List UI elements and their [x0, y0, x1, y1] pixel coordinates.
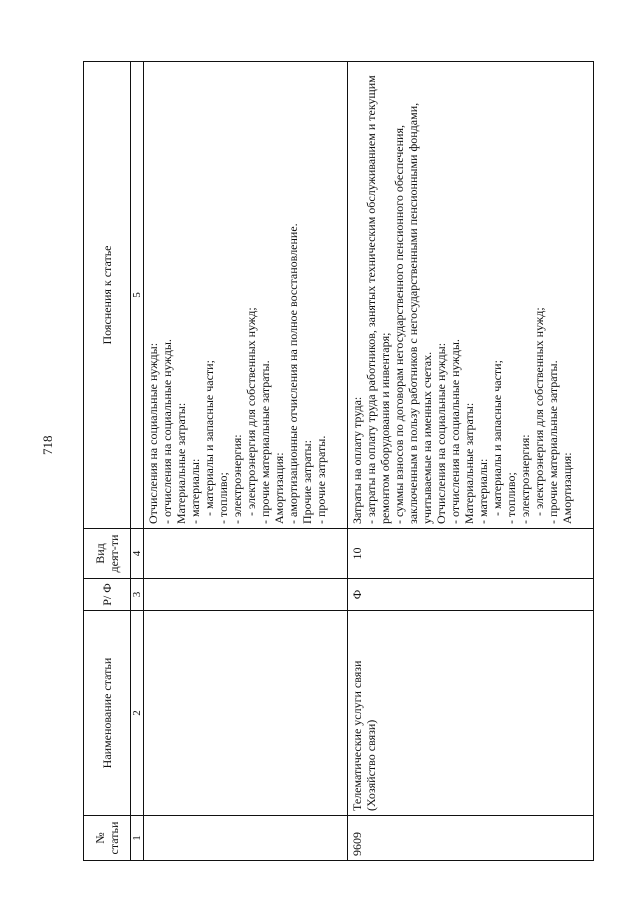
- row-rf: [144, 579, 348, 611]
- explanation-line: - материалы:: [188, 458, 202, 524]
- column-number: 1: [131, 816, 144, 861]
- explanation-line: Амортизация:: [272, 452, 286, 524]
- explanation-line: - затраты на оплату труда работников, занятых техническим обслуживанием и текущим ремонтом оборудования и инвентаря;: [364, 75, 392, 524]
- row-name: [144, 611, 348, 816]
- explanation-line: - отчисления на социальные нужды.: [448, 339, 462, 524]
- explanation-line: - суммы взносов по договорам негосударственного пенсионного обеспечения, заключенным в пользу работников с негосударственными пенсионными фондами, учитываемые на именных счетах.: [392, 102, 434, 524]
- header-row: [84, 62, 131, 861]
- explanation-line: - электроэнергия для собственных нужд;: [532, 307, 546, 516]
- explanation-line: - прочие затраты.: [314, 435, 328, 524]
- explanation-line: - электроэнергия для собственных нужд;: [244, 307, 258, 516]
- explanation-line: - топливо;: [216, 472, 230, 524]
- explanation-line: Отчисления на социальные нужды:: [434, 342, 448, 524]
- page-number: 718: [40, 435, 55, 455]
- row-name: Телематические услуги связи (Хозяйство связи): [348, 611, 594, 816]
- row-number: [144, 816, 348, 861]
- explanation-line: - амортизационные отчисления на полное восстановление.: [286, 223, 300, 524]
- column-number: 5: [131, 62, 144, 529]
- header-rf: Р/ Ф: [84, 579, 131, 611]
- row-explanation: [348, 62, 594, 529]
- explanation-line: - электроэнергия:: [230, 434, 244, 524]
- explanation-line: - отчисления на социальные нужды.: [160, 339, 174, 524]
- explanation-line: - материалы и запасные части;: [202, 360, 216, 516]
- explanation-line: Материальные затраты:: [462, 402, 476, 524]
- column-number: 2: [131, 611, 144, 816]
- header-type: Вид деят-ти: [84, 529, 131, 579]
- explanation-line: Амортизация:: [560, 452, 574, 524]
- row-type: [144, 529, 348, 579]
- table-row: [144, 62, 348, 861]
- explanation-line: - прочие материальные затраты.: [546, 360, 560, 524]
- explanation-line: - материалы:: [476, 458, 490, 524]
- expense-items-table: [83, 61, 594, 861]
- explanation-line: - топливо;: [504, 472, 518, 524]
- explanation-line: Отчисления на социальные нужды:: [146, 342, 160, 524]
- explanation-line: Материальные затраты:: [174, 402, 188, 524]
- column-number: 4: [131, 529, 144, 579]
- header-name: Наименование статьи: [84, 611, 131, 816]
- column-number-row: [131, 62, 144, 861]
- header-no: № статьи: [84, 816, 131, 861]
- explanation-line: Затраты на оплату труда:: [350, 396, 364, 524]
- explanation-line: Прочие затраты:: [300, 440, 314, 524]
- row-rf: Ф: [348, 579, 594, 611]
- row-number: 9609: [348, 816, 594, 861]
- explanation-line: - прочие материальные затраты.: [258, 360, 272, 524]
- explanation-line: - электроэнергия:: [518, 434, 532, 524]
- table-row: [348, 62, 594, 861]
- column-number: 3: [131, 579, 144, 611]
- row-type: 10: [348, 529, 594, 579]
- row-explanation: [144, 62, 348, 529]
- header-explanation: Пояснения к статье: [84, 62, 131, 529]
- rotated-table-wrapper: [83, 61, 593, 861]
- explanation-line: - материалы и запасные части;: [490, 360, 504, 516]
